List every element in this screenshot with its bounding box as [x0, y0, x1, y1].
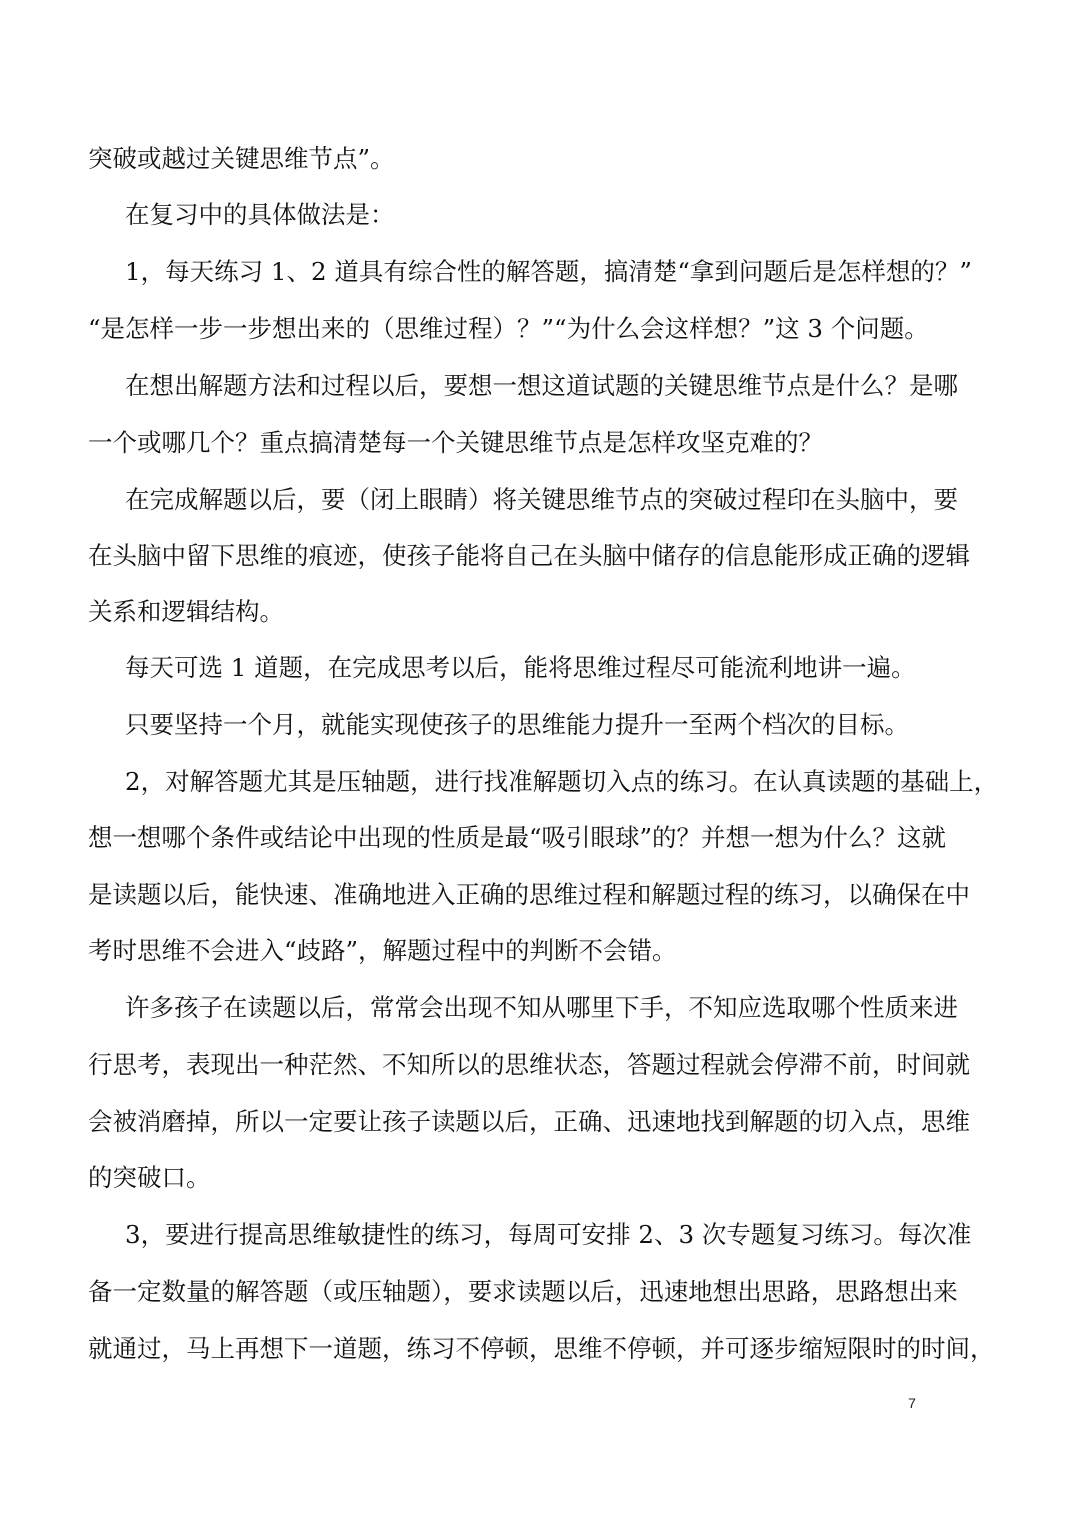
text-line: 在头脑中留下思维的痕迹，使孩子能将自己在头脑中储存的信息能形成正确的逻辑 — [88, 541, 970, 570]
text-line: 关系和逻辑结构。 — [88, 597, 284, 626]
text-line: 行思考，表现出一种茫然、不知所以的思维状态，答题过程就会停滞不前，时间就 — [88, 1050, 970, 1079]
text-line: 许多孩子在读题以后，常常会出现不知从哪里下手，不知应选取哪个性质来进 — [125, 993, 958, 1022]
text-line: 的突破口。 — [88, 1163, 211, 1192]
text-line: “是怎样一步一步想出来的（思维过程）？”“为什么会这样想？”这 3 个问题。 — [88, 314, 929, 343]
text-line: 考时思维不会进入“歧路”，解题过程中的判断不会错。 — [88, 936, 677, 965]
text-line: 2，对解答题尤其是压轴题，进行找准解题切入点的练习。在认真读题的基础上， — [125, 767, 999, 796]
text-line: 一个或哪几个？重点搞清楚每一个关键思维节点是怎样攻坚克难的？ — [88, 428, 823, 457]
text-line: 备一定数量的解答题（或压轴题），要求读题以后，迅速地想出思路，思路想出来 — [88, 1277, 958, 1306]
text-line: 每天可选 1 道题，在完成思考以后，能将思维过程尽可能流利地讲一遍。 — [125, 653, 916, 682]
text-line: 1，每天练习 1、2 道具有综合性的解答题，搞清楚“拿到问题后是怎样想的？” — [125, 257, 972, 286]
page-number: 7 — [908, 1395, 916, 1411]
text-line: 突破或越过关键思维节点”。 — [88, 144, 395, 173]
text-line: 3，要进行提高思维敏捷性的练习，每周可安排 2、3 次专题复习练习。每次准 — [125, 1220, 972, 1249]
text-line: 就通过，马上再想下一道题，练习不停顿，思维不停顿，并可逐步缩短限时的时间， — [88, 1334, 995, 1363]
text-line: 在想出解题方法和过程以后，要想一想这道试题的关键思维节点是什么？是哪 — [125, 371, 958, 400]
text-line: 想一想哪个条件或结论中出现的性质是最“吸引眼球”的？并想一想为什么？这就 — [88, 823, 947, 852]
text-line: 在完成解题以后，要（闭上眼睛）将关键思维节点的突破过程印在头脑中，要 — [125, 485, 958, 514]
text-line: 只要坚持一个月，就能实现使孩子的思维能力提升一至两个档次的目标。 — [125, 710, 909, 739]
text-line: 会被消磨掉，所以一定要让孩子读题以后，正确、迅速地找到解题的切入点，思维 — [88, 1107, 970, 1136]
text-line: 在复习中的具体做法是： — [125, 200, 395, 229]
text-line: 是读题以后，能快速、准确地进入正确的思维过程和解题过程的练习，以确保在中 — [88, 880, 970, 909]
